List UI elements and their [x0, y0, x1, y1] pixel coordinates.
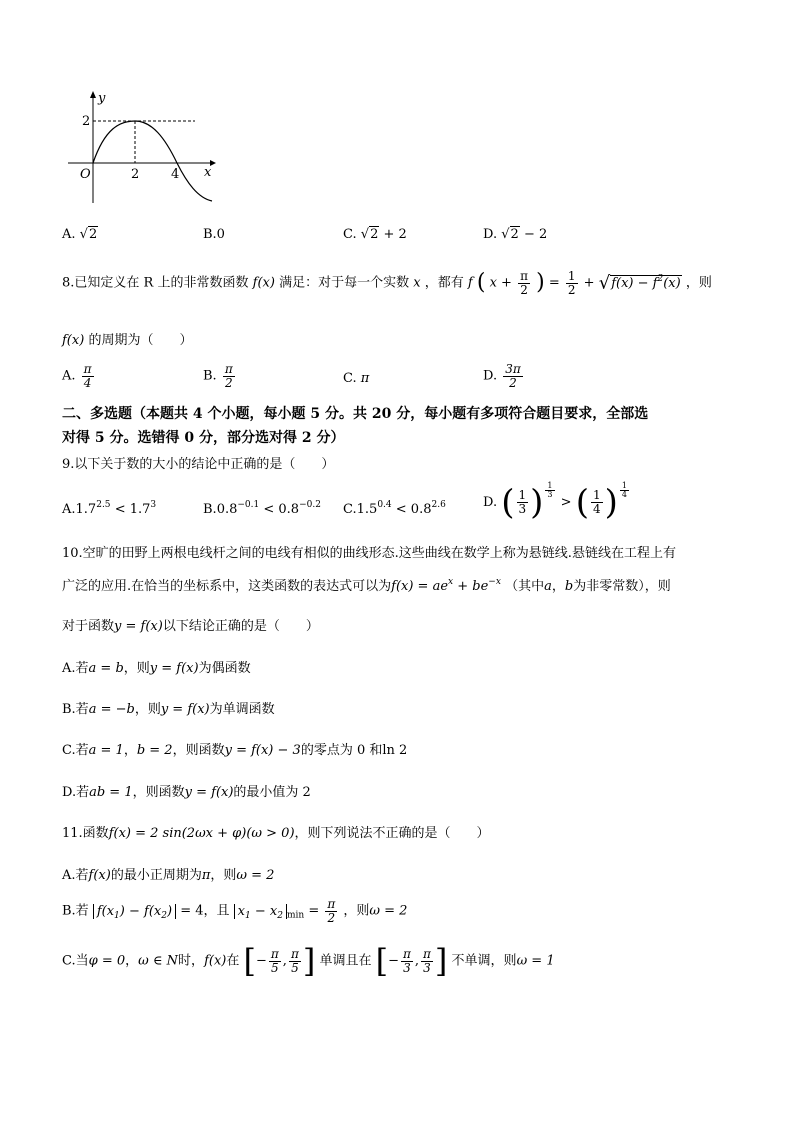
text: 8.已知定义在: [62, 275, 140, 291]
q9-option-b[interactable]: $B.0.8^{-0.1} < 0.8^{-0.2}$: [203, 500, 321, 517]
fraction: $\frac{\pi}{4}$: [83, 362, 92, 390]
text: ，都有: [424, 275, 464, 291]
x-tick-label-2: 2: [131, 167, 140, 182]
q10-line1: 10.空旷的田野上两根电线杆之间的电线有相似的曲线形态.这些曲线在数学上称为悬链线.悬链线在工程上有: [62, 546, 676, 561]
math: f: [467, 275, 473, 291]
option-letter: C.: [343, 371, 357, 386]
text: ，则: [685, 275, 712, 291]
math: +: [583, 275, 595, 291]
option-tail: − 2: [523, 227, 548, 242]
radicand: 2: [88, 227, 98, 242]
q9-option-a[interactable]: $A.1.7^{2.5} < 1.7^3$: [62, 500, 157, 517]
q8-option-a[interactable]: [62, 363, 96, 389]
option-letter: D.: [483, 227, 498, 242]
y-axis-arrow: [90, 91, 96, 98]
q10-line3: 对于函数y = f(x)以下结论正确的是（ ）: [62, 619, 319, 634]
radicand: 2: [370, 227, 379, 242]
math: =: [548, 275, 560, 291]
y-axis-label: y: [98, 91, 106, 106]
fraction: $\frac{\pi}{2}$: [520, 269, 528, 297]
text: 上的非常数函数: [157, 275, 249, 291]
q7-option-b[interactable]: B.0: [203, 227, 225, 242]
fraction: $\frac{3\pi}{2}$: [505, 362, 521, 390]
option-letter: D.: [483, 368, 498, 384]
option-tail: + 2: [383, 227, 407, 242]
q11-option-a[interactable]: A.若f(x)的最小正周期为π，则ω = 2: [62, 868, 275, 883]
math: f(x): [62, 333, 85, 348]
q9-option-d[interactable]: D. ( $\frac{1}{3}$ ) $\frac{1}{3}$ > ( $\frac{1}{4}$ ) $\frac{1}{4}$: [483, 481, 627, 523]
q10-option-d[interactable]: D.若ab = 1，则函数y = f(x)的最小值为 2: [62, 785, 311, 800]
section2-header-line2: 对得 5 分。选错得 0 分，部分选对得 2 分）: [62, 430, 345, 446]
q9-stem: 9.以下关于数的大小的结论中正确的是（ ）: [62, 457, 335, 472]
q10-option-a[interactable]: A.若a = b，则y = f(x)为偶函数: [62, 661, 251, 676]
paren-close: ): [536, 270, 545, 296]
q8-option-b[interactable]: [203, 363, 237, 389]
fraction: $\frac{\pi}{2}$: [224, 362, 233, 390]
sine-graph: [60, 88, 220, 208]
sine-curve: [93, 121, 212, 201]
q10-line2: 广泛的应用.在恰当的坐标系中，这类函数的表达式可以为$f(x) = ae^x + be^{-x}$ （其中a，b为非零常数），则: [62, 577, 671, 594]
sqrt-symbol: √: [598, 272, 611, 294]
math: f(x): [252, 275, 275, 291]
q8-option-c[interactable]: [343, 371, 369, 386]
section2-header-line1: 二、多选题（本题共 4 个小题，每小题 5 分。共 20 分，每小题有多项符合题目要求，全部选: [62, 406, 649, 422]
x-tick-label-4: 4: [171, 167, 180, 182]
q8-stem-line1: [62, 270, 712, 296]
sqrt-symbol: √: [501, 227, 510, 242]
math: x: [413, 275, 421, 291]
q11-stem: 11.函数f(x) = 2 sin(2ωx + φ)(ω > 0)，则下列说法不正确的是（ ）: [62, 826, 490, 841]
math: π: [360, 371, 370, 386]
q10-option-b[interactable]: B.若a = −b，则y = f(x)为单调函数: [62, 702, 275, 717]
option-letter: A.: [62, 368, 76, 384]
q8-option-d[interactable]: [483, 363, 525, 389]
q7-option-d[interactable]: [483, 227, 547, 242]
option-letter: B.: [203, 368, 217, 384]
set-symbol: R: [143, 275, 154, 291]
q7-option-a[interactable]: [62, 227, 98, 242]
radicand: 2: [510, 227, 519, 242]
q9-option-c[interactable]: $C.1.5^{0.4} < 0.8^{2.6}$: [343, 500, 446, 517]
sqrt-symbol: √: [79, 227, 88, 242]
q10-option-c[interactable]: C.若a = 1，b = 2，则函数y = f(x) − 3的零点为 0 和ln 2: [62, 743, 408, 758]
q8-stem-line2: [62, 329, 192, 348]
fraction: $\frac{1}{2}$: [567, 269, 576, 297]
text: 满足：对于每一个实数: [279, 275, 410, 291]
q7-option-c[interactable]: [343, 227, 407, 242]
radicand: $f(x) - f^2(x)$: [611, 273, 681, 291]
math: x +: [489, 275, 512, 291]
sqrt-symbol: √: [360, 227, 370, 242]
option-letter: C.: [343, 227, 357, 242]
paren-open: (: [476, 270, 486, 296]
text: 的周期为（ ）: [88, 333, 193, 348]
x-axis-label: x: [204, 165, 212, 180]
option-letter: A.: [62, 227, 76, 242]
q11-option-c[interactable]: C.当φ = 0，ω ∈ N时，f(x)在 [− $\frac{\pi}{5}$ , $\frac{\pi}{5}$ ] 单调且在 [− $\frac{\pi}{3}$ , $\frac{\pi}{3}$ ] 不单调，则ω = 1: [62, 942, 555, 980]
origin-label: O: [80, 167, 91, 182]
y-tick-label: 2: [82, 114, 91, 129]
q11-option-b[interactable]: B.若 $f(x_1) - f(x_2) = 4$，且 $x_1 - x_2$ $_{min}$ = $\frac{\pi}{2}$ ，则ω = 2: [62, 897, 408, 925]
